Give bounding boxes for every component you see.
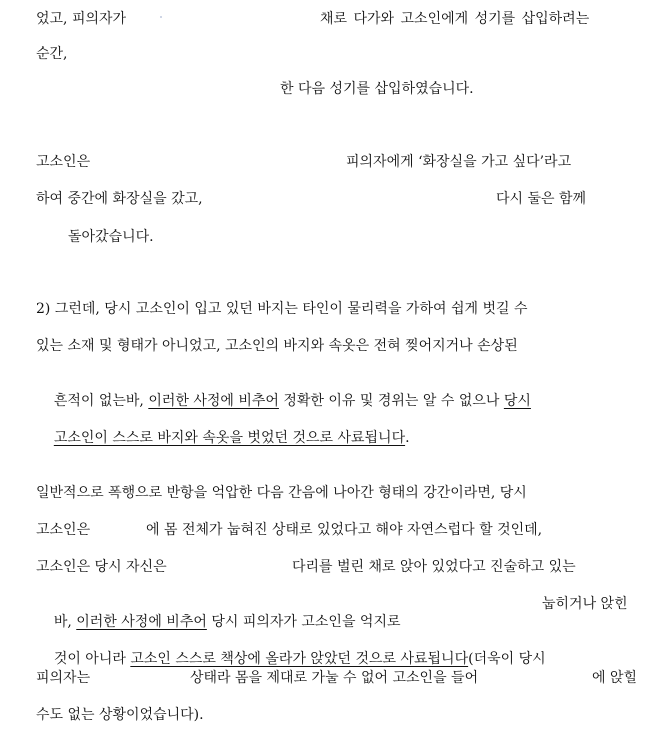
- p4-line3-start: 고소인은 당시 자신은: [36, 559, 167, 575]
- p4-line2-end: 에 몸 전체가 눕혀진 상태로 있었다고 해야 자연스럽다 할 것인데,: [146, 522, 543, 538]
- p4-line4-end: 눕히거나 앉힌: [542, 596, 628, 612]
- p4-line5: 것이 아니라 고소인 스스로 책상에 올라가 앉았던 것으로 사료됩니다(더욱이 당시: [53, 651, 546, 667]
- p2-line1-start: 고소인은: [36, 154, 91, 170]
- p1-line1-end: 채로 다가와 고소인에게 성기를 삽입하려는: [320, 11, 590, 27]
- p4-line2-start: 고소인은: [36, 522, 91, 538]
- p4-line6-start: 피의자는: [36, 670, 91, 686]
- p2-line2-end: 다시 둘은 함께: [496, 191, 587, 207]
- p4-line1: 일반적으로 폭행으로 반항을 억압한 다음 간음에 나아간 형태의 강간이라면, 당시: [36, 485, 527, 501]
- p2-line1-end: 피의자에게 ‘화장실을 가고 싶다’라고: [346, 154, 572, 170]
- p2-line2-start: 하여 중간에 화장실을 갔고,: [36, 191, 203, 207]
- p1-line2: 순간,: [36, 46, 68, 62]
- p1-line1-start: 었고, 피의자가: [36, 11, 127, 27]
- underlined-conclusion: 고소인이 스스로 바지와 속옷을 벗었던 것으로 사료됩니다: [53, 430, 406, 446]
- p4-line4-start: 바, 이러한 사정에 비추어 당시 피의자가 고소인을 억지로: [53, 614, 401, 630]
- p4-line6-end: 에 앉힐: [592, 670, 638, 686]
- p1-line3: 한 다음 성기를 삽입하였습니다.: [280, 81, 474, 97]
- underlined-phrase: 이러한 사정에 비추어: [148, 393, 279, 409]
- underlined-phrase: 당시: [503, 393, 531, 409]
- p4-line6-middle: 상태라 몸을 제대로 가눌 수 없어 고소인을 들어: [190, 670, 479, 686]
- p3-line1: 2) 그런데, 당시 고소인이 입고 있던 바지는 타인이 물리력을 가하여 쉽게 벗길 수: [36, 301, 528, 317]
- p2-line3: 돌아갔습니다.: [68, 229, 154, 245]
- underlined-conclusion: 고소인 스스로 책상에 올라가 앉았던 것으로 사료됩니다: [130, 651, 469, 667]
- p3-line2: 있는 소재 및 형태가 아니었고, 고소인의 바지와 속옷은 전혀 찢어지거나 손상된: [36, 338, 518, 354]
- p3-line3: 흔적이 없는바, 이러한 사정에 비추어 정확한 이유 및 경위는 알 수 없으나 당시: [53, 393, 531, 409]
- p4-line3-end: 다리를 벌린 채로 앉아 있었다고 진술하고 있는: [292, 559, 576, 575]
- p4-line7: 수도 없는 상황이었습니다).: [36, 707, 204, 723]
- p3-line4: 고소인이 스스로 바지와 속옷을 벗었던 것으로 사료됩니다.: [53, 430, 410, 446]
- redaction-mark: [160, 16, 162, 18]
- underlined-phrase: 이러한 사정에 비추어: [76, 614, 207, 630]
